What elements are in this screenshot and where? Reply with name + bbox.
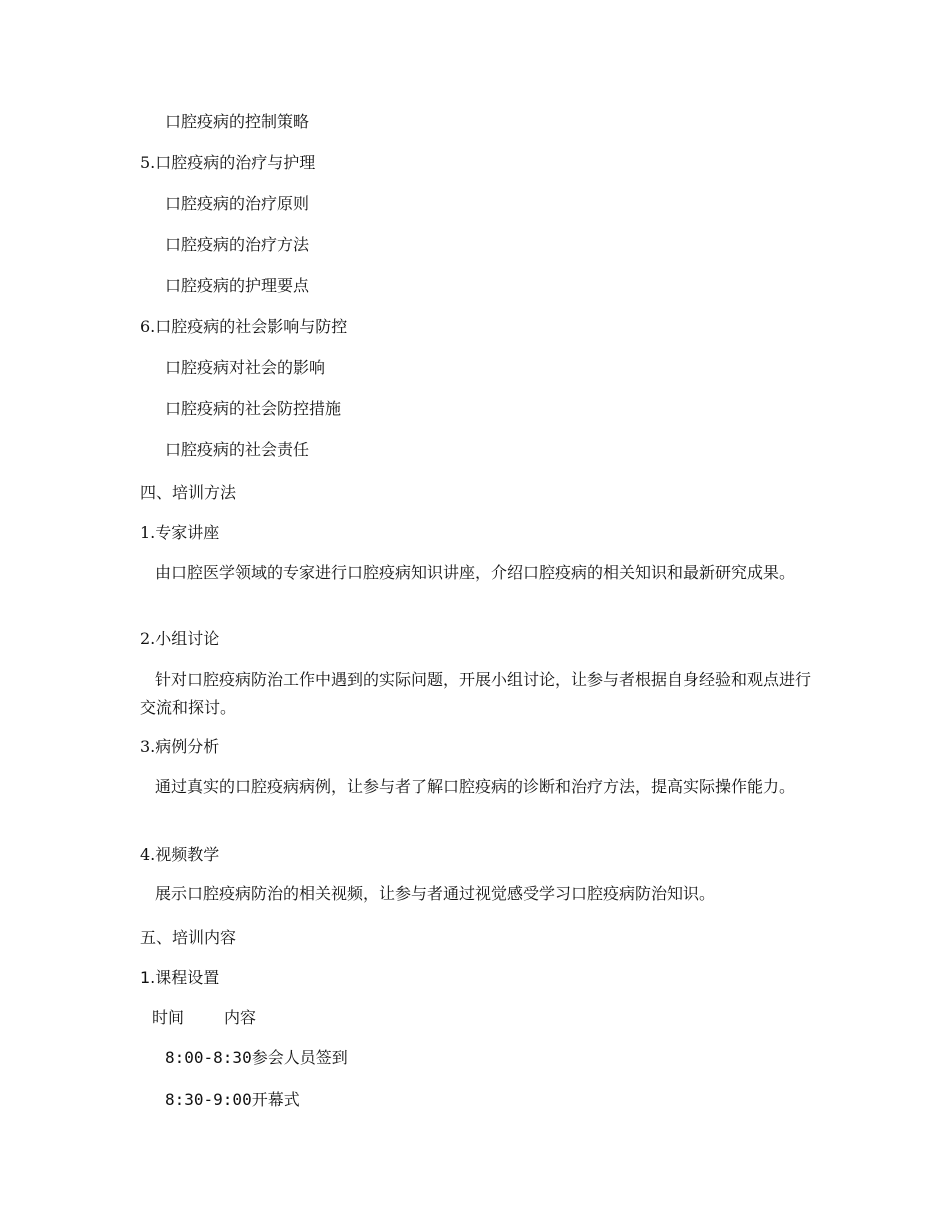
outline-item: 口腔疫病的社会防控措施 <box>165 399 342 418</box>
outline-item: 口腔疫病的社会责任 <box>165 440 310 459</box>
table-header-time: 时间 <box>152 1008 185 1027</box>
section-heading: 2.小组讨论 <box>140 629 220 648</box>
section-heading: 5.口腔疫病的治疗与护理 <box>140 153 316 172</box>
section-heading: 1.课程设置 <box>140 968 220 987</box>
paragraph <box>140 559 815 587</box>
outline-item: 口腔疫病的控制策略 <box>165 112 310 131</box>
paragraph-text: 针对口腔疫病防治工作中遇到的实际问题，开展小组讨论，让参与者根据自身经验和观点进行交流和探讨。 <box>140 670 812 717</box>
chapter-heading: 四、培训方法 <box>140 483 237 502</box>
section-heading: 4.视频教学 <box>140 845 220 864</box>
section-heading: 1.专家讲座 <box>140 523 220 542</box>
section-heading: 3.病例分析 <box>140 737 220 756</box>
paragraph-text: 通过真实的口腔疫病病例，让参与者了解口腔疫病的诊断和治疗方法，提高实际操作能力。 <box>155 777 796 796</box>
paragraph <box>140 773 815 801</box>
paragraph-text: 展示口腔疫病防治的相关视频，让参与者通过视觉感受学习口腔疫病防治知识。 <box>155 884 716 903</box>
outline-item: 口腔疫病的治疗方法 <box>165 235 310 254</box>
schedule-item: 8:00-8:30参会人员签到 <box>165 1048 348 1067</box>
outline-item: 口腔疫病的护理要点 <box>165 276 310 295</box>
chapter-heading: 五、培训内容 <box>140 928 237 947</box>
schedule-item: 8:30-9:00开幕式 <box>165 1090 300 1109</box>
section-heading: 6.口腔疫病的社会影响与防控 <box>140 317 348 336</box>
paragraph <box>140 880 815 908</box>
outline-item: 口腔疫病的治疗原则 <box>165 194 310 213</box>
paragraph-text: 由口腔医学领域的专家进行口腔疫病知识讲座，介绍口腔疫病的相关知识和最新研究成果。 <box>155 563 796 582</box>
paragraph <box>140 666 815 722</box>
outline-item: 口腔疫病对社会的影响 <box>165 358 326 377</box>
table-header-content: 内容 <box>224 1008 257 1027</box>
